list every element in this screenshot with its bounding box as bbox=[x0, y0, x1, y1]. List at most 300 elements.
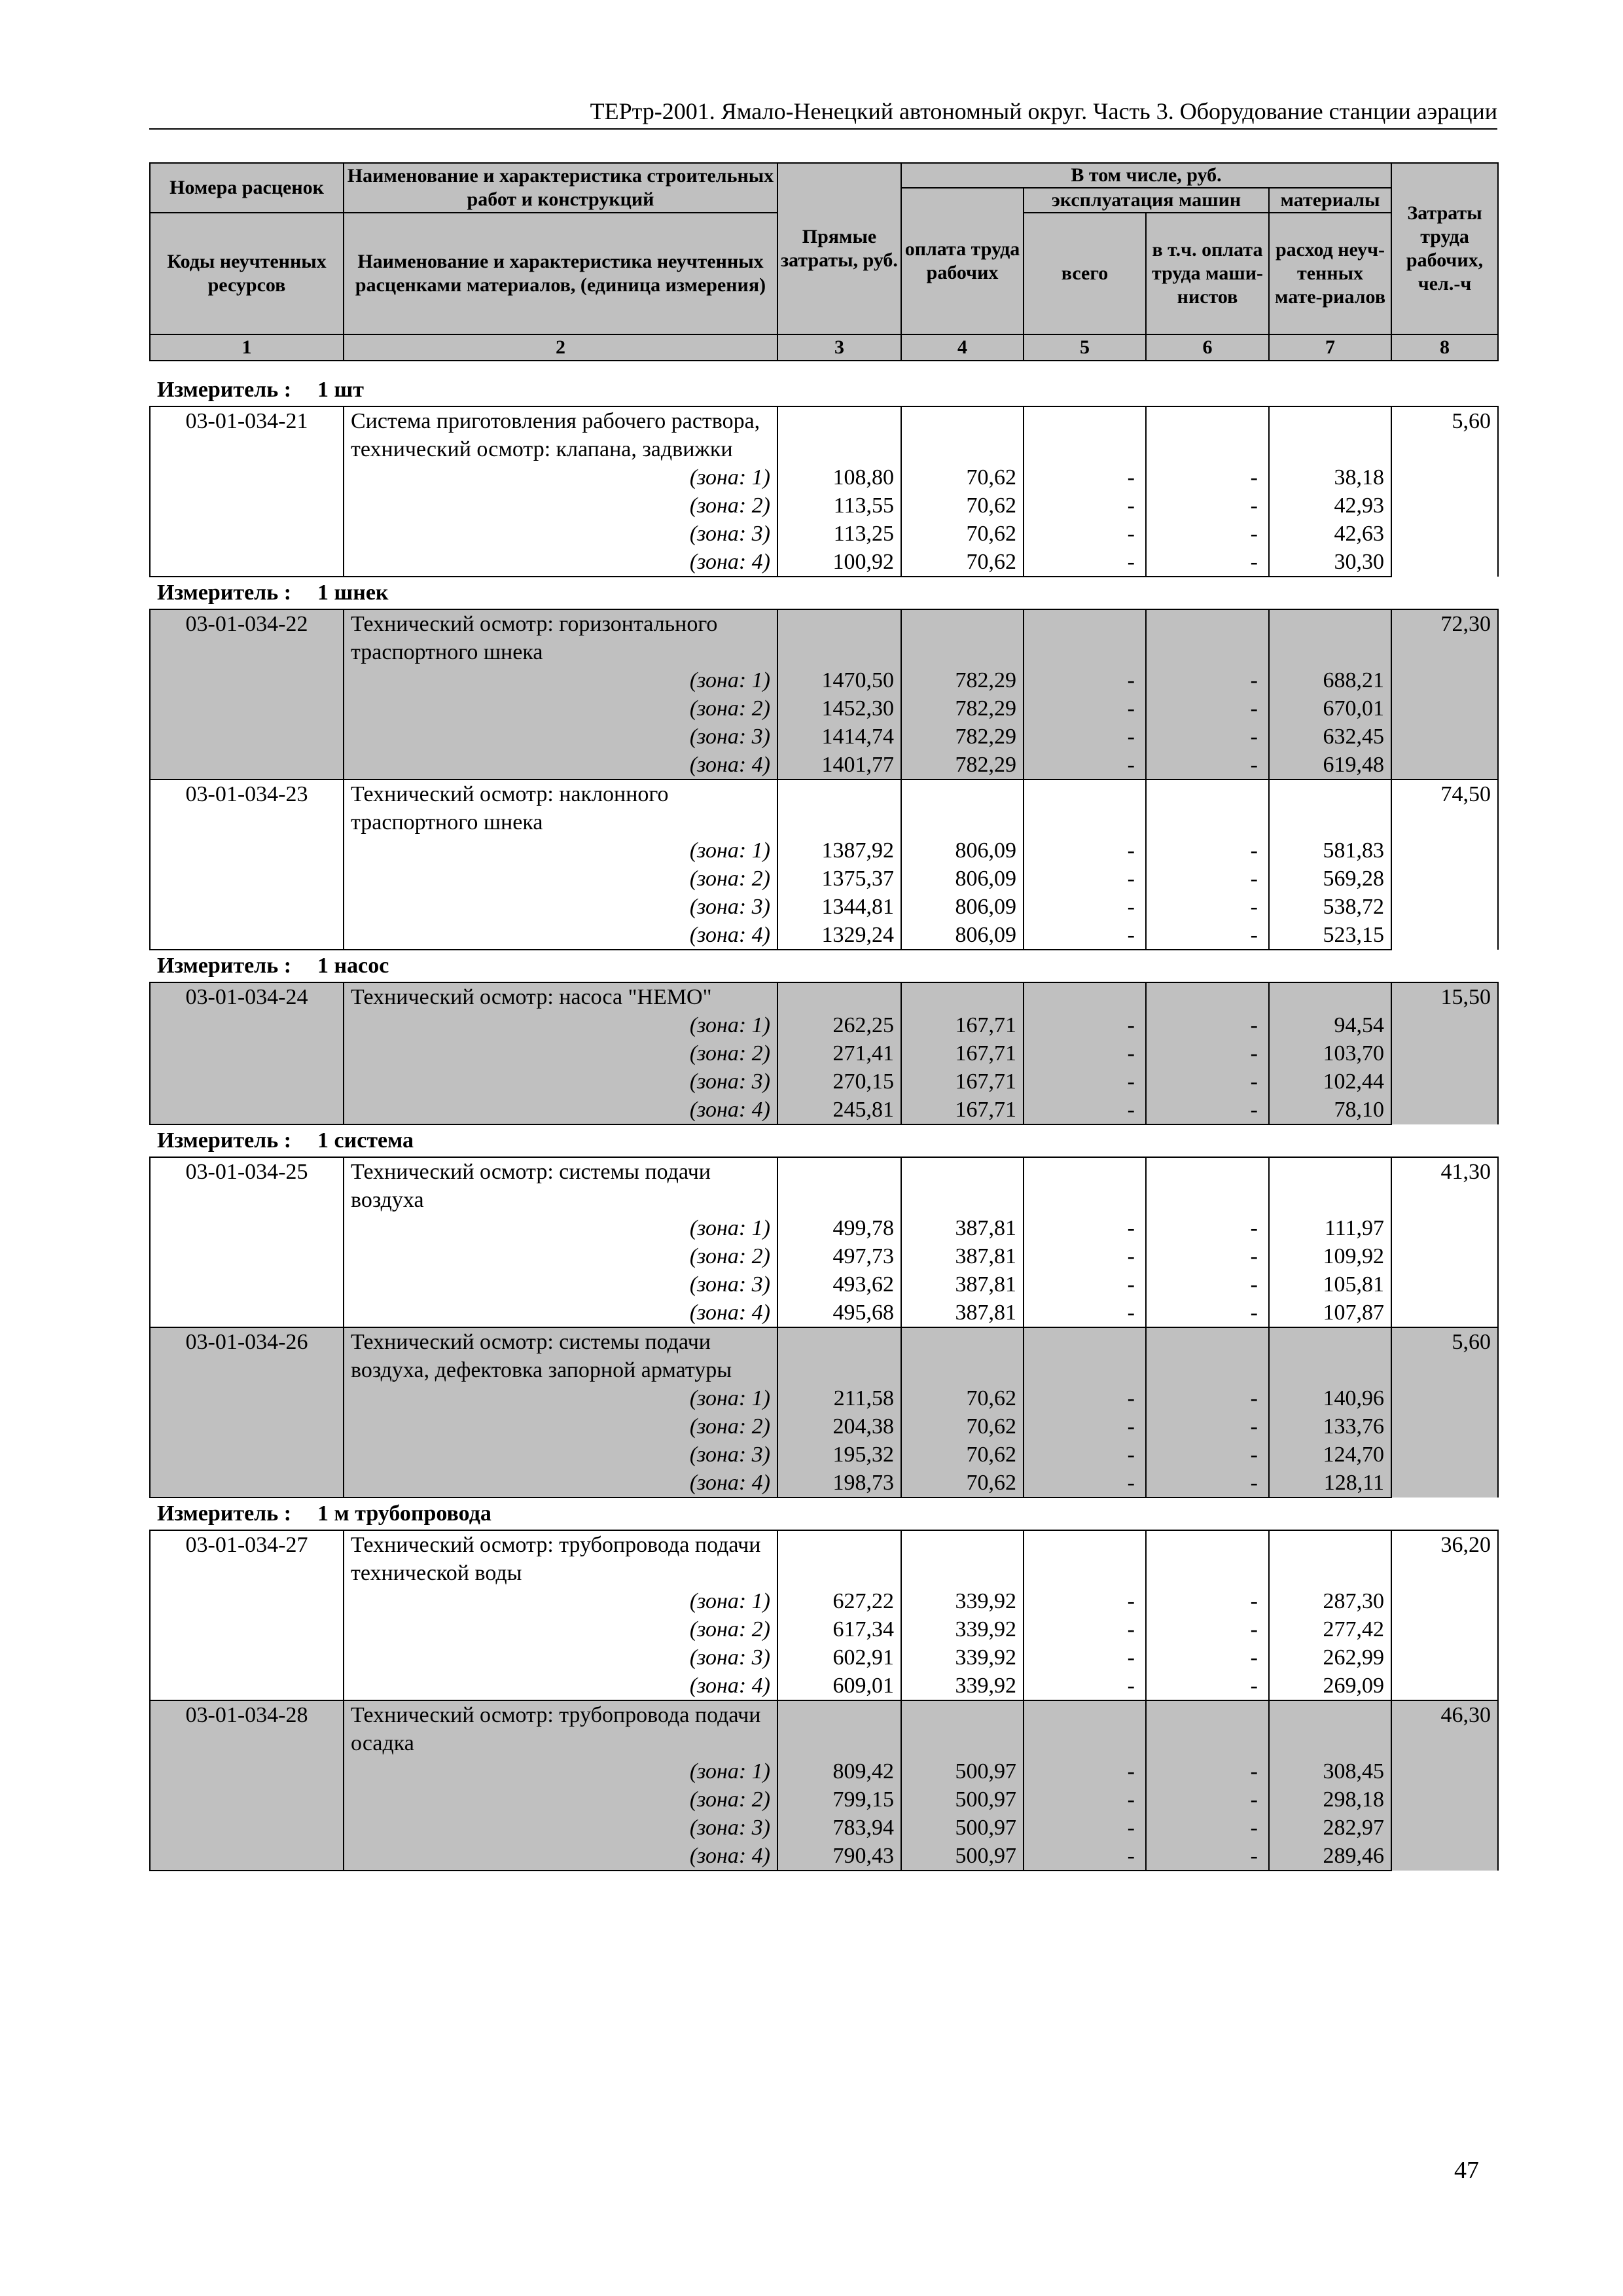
zone-label: (зона: 4) bbox=[344, 1469, 777, 1498]
empty-cell bbox=[150, 1384, 344, 1412]
machine-total: - bbox=[1024, 548, 1146, 577]
zone-label: (зона: 1) bbox=[344, 1587, 777, 1615]
direct-cost: 1452,30 bbox=[777, 694, 901, 723]
direct-cost: 262,25 bbox=[777, 1011, 901, 1039]
direct-cost: 1375,37 bbox=[777, 865, 901, 893]
rate-code: 03-01-034-27 bbox=[150, 1530, 344, 1587]
empty-cell bbox=[150, 1270, 344, 1299]
rate-row bbox=[150, 1530, 1498, 1587]
empty-cell bbox=[150, 520, 344, 548]
empty-cell bbox=[150, 1441, 344, 1469]
zone-row bbox=[150, 893, 1498, 921]
zone-row bbox=[150, 1643, 1498, 1672]
machine-total: - bbox=[1024, 865, 1146, 893]
worker-pay: 782,29 bbox=[901, 723, 1024, 751]
empty-cell bbox=[1146, 780, 1269, 836]
zone-row bbox=[150, 1067, 1498, 1096]
zone-label: (зона: 3) bbox=[344, 1270, 777, 1299]
worker-pay: 339,92 bbox=[901, 1587, 1024, 1615]
machine-total: - bbox=[1024, 492, 1146, 520]
direct-cost: 1401,77 bbox=[777, 751, 901, 780]
machinist-pay: - bbox=[1146, 1011, 1269, 1039]
direct-cost: 790,43 bbox=[777, 1842, 901, 1871]
measure-value: 1 система bbox=[317, 1128, 414, 1153]
zone-row bbox=[150, 1672, 1498, 1700]
direct-cost: 497,73 bbox=[777, 1242, 901, 1270]
header-num-2: 2 bbox=[344, 334, 777, 361]
materials-cost: 269,09 bbox=[1269, 1672, 1391, 1700]
machine-total: - bbox=[1024, 1643, 1146, 1672]
materials-cost: 42,63 bbox=[1269, 520, 1391, 548]
machine-total: - bbox=[1024, 1441, 1146, 1469]
zone-label: (зона: 3) bbox=[344, 1643, 777, 1672]
worker-pay: 500,97 bbox=[901, 1785, 1024, 1814]
machine-total: - bbox=[1024, 723, 1146, 751]
direct-cost: 195,32 bbox=[777, 1441, 901, 1469]
zone-row bbox=[150, 694, 1498, 723]
empty-cell bbox=[150, 1672, 344, 1700]
empty-cell bbox=[777, 406, 901, 463]
empty-cell bbox=[1024, 982, 1146, 1011]
direct-cost: 1414,74 bbox=[777, 723, 901, 751]
empty-cell bbox=[1269, 1530, 1391, 1587]
materials-cost: 277,42 bbox=[1269, 1615, 1391, 1643]
zone-row bbox=[150, 548, 1498, 577]
machine-total: - bbox=[1024, 921, 1146, 950]
empty-cell bbox=[1269, 1157, 1391, 1214]
materials-cost: 289,46 bbox=[1269, 1842, 1391, 1871]
machinist-pay: - bbox=[1146, 1384, 1269, 1412]
machinist-pay: - bbox=[1146, 1842, 1269, 1871]
zone-label: (зона: 1) bbox=[344, 1384, 777, 1412]
materials-cost: 111,97 bbox=[1269, 1214, 1391, 1242]
empty-cell bbox=[901, 1530, 1024, 1587]
zone-label: (зона: 4) bbox=[344, 1096, 777, 1124]
labor-cost: 46,30 bbox=[1391, 1700, 1498, 1871]
worker-pay: 387,81 bbox=[901, 1242, 1024, 1270]
empty-cell bbox=[1146, 1530, 1269, 1587]
machine-total: - bbox=[1024, 1672, 1146, 1700]
zone-label: (зона: 1) bbox=[344, 1011, 777, 1039]
empty-cell bbox=[150, 1096, 344, 1124]
empty-cell bbox=[150, 893, 344, 921]
zone-label: (зона: 3) bbox=[344, 1441, 777, 1469]
zone-label: (зона: 1) bbox=[344, 666, 777, 694]
empty-cell bbox=[777, 1157, 901, 1214]
measure-row bbox=[149, 1125, 1491, 1157]
zone-label: (зона: 2) bbox=[344, 1242, 777, 1270]
labor-cost: 15,50 bbox=[1391, 982, 1498, 1124]
machinist-pay: - bbox=[1146, 492, 1269, 520]
empty-cell bbox=[150, 1214, 344, 1242]
header-incl: В том числе, руб. bbox=[901, 163, 1391, 188]
worker-pay: 70,62 bbox=[901, 1384, 1024, 1412]
machine-total: - bbox=[1024, 893, 1146, 921]
machinist-pay: - bbox=[1146, 694, 1269, 723]
rate-name: Технический осмотр: системы подачи воздуха, дефектовка запорной арматуры bbox=[344, 1327, 777, 1384]
zone-row bbox=[150, 836, 1498, 865]
header-num-4: 4 bbox=[901, 334, 1024, 361]
machine-total: - bbox=[1024, 1587, 1146, 1615]
machinist-pay: - bbox=[1146, 1270, 1269, 1299]
materials-cost: 30,30 bbox=[1269, 548, 1391, 577]
header-num-5: 5 bbox=[1024, 334, 1146, 361]
worker-pay: 339,92 bbox=[901, 1672, 1024, 1700]
empty-cell bbox=[1269, 780, 1391, 836]
header-col1-bottom: Коды неучтенных ресурсов bbox=[150, 213, 344, 334]
zone-label: (зона: 1) bbox=[344, 1757, 777, 1785]
direct-cost: 1470,50 bbox=[777, 666, 901, 694]
empty-cell bbox=[150, 1587, 344, 1615]
empty-cell bbox=[150, 666, 344, 694]
direct-cost: 113,55 bbox=[777, 492, 901, 520]
measure-label: Измеритель : bbox=[157, 1501, 292, 1526]
materials-cost: 109,92 bbox=[1269, 1242, 1391, 1270]
direct-cost: 1329,24 bbox=[777, 921, 901, 950]
empty-cell bbox=[1024, 406, 1146, 463]
materials-cost: 632,45 bbox=[1269, 723, 1391, 751]
zone-label: (зона: 1) bbox=[344, 836, 777, 865]
machinist-pay: - bbox=[1146, 1643, 1269, 1672]
rates-table bbox=[149, 609, 1499, 950]
machinist-pay: - bbox=[1146, 1039, 1269, 1067]
zone-row bbox=[150, 1469, 1498, 1498]
materials-cost: 523,15 bbox=[1269, 921, 1391, 950]
direct-cost: 493,62 bbox=[777, 1270, 901, 1299]
zone-label: (зона: 2) bbox=[344, 1785, 777, 1814]
empty-cell bbox=[150, 694, 344, 723]
rate-name: Технический осмотр: трубопровода подачи технической воды bbox=[344, 1530, 777, 1587]
zone-row bbox=[150, 1412, 1498, 1441]
header-col5: всего bbox=[1024, 213, 1146, 334]
machinist-pay: - bbox=[1146, 1067, 1269, 1096]
empty-cell bbox=[150, 1067, 344, 1096]
worker-pay: 806,09 bbox=[901, 921, 1024, 950]
empty-cell bbox=[150, 1814, 344, 1842]
machine-total: - bbox=[1024, 1011, 1146, 1039]
worker-pay: 806,09 bbox=[901, 865, 1024, 893]
direct-cost: 627,22 bbox=[777, 1587, 901, 1615]
measure-row bbox=[149, 374, 1491, 406]
measure-label: Измеритель : bbox=[157, 581, 292, 605]
zone-label: (зона: 1) bbox=[344, 1214, 777, 1242]
worker-pay: 806,09 bbox=[901, 836, 1024, 865]
machinist-pay: - bbox=[1146, 1672, 1269, 1700]
rates-table bbox=[149, 1157, 1499, 1498]
empty-cell bbox=[150, 1299, 344, 1327]
direct-cost: 245,81 bbox=[777, 1096, 901, 1124]
machine-total: - bbox=[1024, 1067, 1146, 1096]
page-number: 47 bbox=[1454, 2157, 1479, 2184]
rate-row bbox=[150, 406, 1498, 463]
zone-label: (зона: 3) bbox=[344, 1814, 777, 1842]
machine-total: - bbox=[1024, 520, 1146, 548]
labor-cost: 74,50 bbox=[1391, 780, 1498, 950]
empty-cell bbox=[1269, 982, 1391, 1011]
direct-cost: 1387,92 bbox=[777, 836, 901, 865]
rate-code: 03-01-034-24 bbox=[150, 982, 344, 1011]
header-col7: расход неуч-тенных мате-риалов bbox=[1269, 213, 1391, 334]
empty-cell bbox=[150, 836, 344, 865]
direct-cost: 211,58 bbox=[777, 1384, 901, 1412]
labor-cost: 36,20 bbox=[1391, 1530, 1498, 1700]
materials-cost: 94,54 bbox=[1269, 1011, 1391, 1039]
empty-cell bbox=[1269, 406, 1391, 463]
empty-cell bbox=[150, 1757, 344, 1785]
empty-cell bbox=[150, 1643, 344, 1672]
empty-cell bbox=[1024, 1327, 1146, 1384]
direct-cost: 783,94 bbox=[777, 1814, 901, 1842]
machinist-pay: - bbox=[1146, 1299, 1269, 1327]
machinist-pay: - bbox=[1146, 865, 1269, 893]
machine-total: - bbox=[1024, 1842, 1146, 1871]
zone-row bbox=[150, 1242, 1498, 1270]
zone-label: (зона: 3) bbox=[344, 893, 777, 921]
zone-row bbox=[150, 1814, 1498, 1842]
materials-cost: 124,70 bbox=[1269, 1441, 1391, 1469]
empty-cell bbox=[150, 921, 344, 950]
materials-cost: 133,76 bbox=[1269, 1412, 1391, 1441]
machine-total: - bbox=[1024, 1096, 1146, 1124]
rates-table bbox=[149, 982, 1499, 1125]
empty-cell bbox=[1024, 1157, 1146, 1214]
materials-cost: 287,30 bbox=[1269, 1587, 1391, 1615]
worker-pay: 782,29 bbox=[901, 751, 1024, 780]
empty-cell bbox=[1269, 1700, 1391, 1757]
empty-cell bbox=[1146, 609, 1269, 666]
header-num-6: 6 bbox=[1146, 334, 1269, 361]
machinist-pay: - bbox=[1146, 1469, 1269, 1498]
machine-total: - bbox=[1024, 463, 1146, 492]
header-col3: Прямые затраты, руб. bbox=[777, 163, 901, 334]
machinist-pay: - bbox=[1146, 1785, 1269, 1814]
empty-cell bbox=[1146, 1700, 1269, 1757]
zone-row bbox=[150, 1587, 1498, 1615]
machinist-pay: - bbox=[1146, 666, 1269, 694]
empty-cell bbox=[150, 1011, 344, 1039]
measure-row bbox=[149, 577, 1491, 609]
zone-row bbox=[150, 1785, 1498, 1814]
worker-pay: 339,92 bbox=[901, 1643, 1024, 1672]
empty-cell bbox=[150, 1039, 344, 1067]
zone-label: (зона: 2) bbox=[344, 694, 777, 723]
zone-row bbox=[150, 723, 1498, 751]
worker-pay: 782,29 bbox=[901, 666, 1024, 694]
measure-row bbox=[149, 1498, 1491, 1530]
zone-row bbox=[150, 1384, 1498, 1412]
direct-cost: 100,92 bbox=[777, 548, 901, 577]
zone-row bbox=[150, 1842, 1498, 1871]
machinist-pay: - bbox=[1146, 1412, 1269, 1441]
empty-cell bbox=[901, 1700, 1024, 1757]
machine-total: - bbox=[1024, 666, 1146, 694]
zone-label: (зона: 4) bbox=[344, 1299, 777, 1327]
direct-cost: 1344,81 bbox=[777, 893, 901, 921]
machinist-pay: - bbox=[1146, 548, 1269, 577]
materials-cost: 105,81 bbox=[1269, 1270, 1391, 1299]
empty-cell bbox=[1146, 406, 1269, 463]
worker-pay: 70,62 bbox=[901, 1469, 1024, 1498]
empty-cell bbox=[1269, 609, 1391, 666]
labor-cost: 5,60 bbox=[1391, 406, 1498, 577]
zone-label: (зона: 2) bbox=[344, 865, 777, 893]
labor-cost: 5,60 bbox=[1391, 1327, 1498, 1498]
materials-cost: 107,87 bbox=[1269, 1299, 1391, 1327]
machine-total: - bbox=[1024, 694, 1146, 723]
materials-cost: 581,83 bbox=[1269, 836, 1391, 865]
empty-cell bbox=[150, 723, 344, 751]
zone-label: (зона: 4) bbox=[344, 751, 777, 780]
rate-code: 03-01-034-23 bbox=[150, 780, 344, 836]
direct-cost: 602,91 bbox=[777, 1643, 901, 1672]
empty-cell bbox=[777, 1700, 901, 1757]
measure-value: 1 шнек bbox=[317, 581, 389, 605]
machine-total: - bbox=[1024, 1039, 1146, 1067]
table-header bbox=[149, 162, 1499, 361]
worker-pay: 500,97 bbox=[901, 1757, 1024, 1785]
labor-cost: 72,30 bbox=[1391, 609, 1498, 780]
materials-cost: 78,10 bbox=[1269, 1096, 1391, 1124]
zone-row bbox=[150, 492, 1498, 520]
empty-cell bbox=[901, 982, 1024, 1011]
rate-name: Система приготовления рабочего раствора, технический осмотр: клапана, задвижки bbox=[344, 406, 777, 463]
machinist-pay: - bbox=[1146, 1441, 1269, 1469]
direct-cost: 809,42 bbox=[777, 1757, 901, 1785]
direct-cost: 609,01 bbox=[777, 1672, 901, 1700]
header-num-1: 1 bbox=[150, 334, 344, 361]
zone-label: (зона: 2) bbox=[344, 492, 777, 520]
zone-row bbox=[150, 1270, 1498, 1299]
worker-pay: 387,81 bbox=[901, 1214, 1024, 1242]
worker-pay: 70,62 bbox=[901, 463, 1024, 492]
worker-pay: 167,71 bbox=[901, 1096, 1024, 1124]
header-col4: оплата труда рабочих bbox=[901, 188, 1024, 334]
materials-cost: 688,21 bbox=[1269, 666, 1391, 694]
empty-cell bbox=[1146, 982, 1269, 1011]
rate-code: 03-01-034-28 bbox=[150, 1700, 344, 1757]
direct-cost: 495,68 bbox=[777, 1299, 901, 1327]
direct-cost: 270,15 bbox=[777, 1067, 901, 1096]
zone-label: (зона: 2) bbox=[344, 1412, 777, 1441]
machine-total: - bbox=[1024, 1299, 1146, 1327]
measure-label: Измеритель : bbox=[157, 1128, 292, 1153]
machine-total: - bbox=[1024, 836, 1146, 865]
machinist-pay: - bbox=[1146, 1242, 1269, 1270]
measure-label: Измеритель : bbox=[157, 954, 292, 978]
machine-total: - bbox=[1024, 1785, 1146, 1814]
worker-pay: 70,62 bbox=[901, 1412, 1024, 1441]
empty-cell bbox=[150, 1615, 344, 1643]
machine-total: - bbox=[1024, 1757, 1146, 1785]
zone-row bbox=[150, 1214, 1498, 1242]
materials-cost: 670,01 bbox=[1269, 694, 1391, 723]
page-header-title: ТЕРтр-2001. Ямало-Ненецкий автономный округ. Часть 3. Оборудование станции аэрации bbox=[149, 97, 1497, 130]
zone-row bbox=[150, 921, 1498, 950]
header-num-3: 3 bbox=[777, 334, 901, 361]
empty-cell bbox=[777, 1327, 901, 1384]
rate-code: 03-01-034-25 bbox=[150, 1157, 344, 1214]
worker-pay: 806,09 bbox=[901, 893, 1024, 921]
header-col1-top: Номера расценок bbox=[150, 163, 344, 213]
empty-cell bbox=[150, 1412, 344, 1441]
machine-total: - bbox=[1024, 751, 1146, 780]
measure-value: 1 м трубопровода bbox=[317, 1501, 491, 1526]
machine-total: - bbox=[1024, 1615, 1146, 1643]
empty-cell bbox=[901, 780, 1024, 836]
worker-pay: 387,81 bbox=[901, 1270, 1024, 1299]
machinist-pay: - bbox=[1146, 751, 1269, 780]
machine-total: - bbox=[1024, 1242, 1146, 1270]
direct-cost: 617,34 bbox=[777, 1615, 901, 1643]
machinist-pay: - bbox=[1146, 1214, 1269, 1242]
empty-cell bbox=[150, 751, 344, 780]
materials-cost: 103,70 bbox=[1269, 1039, 1391, 1067]
materials-cost: 298,18 bbox=[1269, 1785, 1391, 1814]
measure-value: 1 насос bbox=[317, 954, 389, 978]
rate-code: 03-01-034-26 bbox=[150, 1327, 344, 1384]
header-num-7: 7 bbox=[1269, 334, 1391, 361]
worker-pay: 500,97 bbox=[901, 1814, 1024, 1842]
rate-name: Технический осмотр: трубопровода подачи осадка bbox=[344, 1700, 777, 1757]
empty-cell bbox=[1024, 609, 1146, 666]
empty-cell bbox=[1024, 1530, 1146, 1587]
header-col2-bottom: Наименование и характеристика неучтенных расценками материалов, (единица измерения) bbox=[344, 213, 777, 334]
measure-row bbox=[149, 950, 1491, 982]
rate-name: Технический осмотр: наклонного траспортного шнека bbox=[344, 780, 777, 836]
header-materials: материалы bbox=[1269, 188, 1391, 213]
zone-row bbox=[150, 1615, 1498, 1643]
empty-cell bbox=[901, 406, 1024, 463]
direct-cost: 113,25 bbox=[777, 520, 901, 548]
machine-total: - bbox=[1024, 1469, 1146, 1498]
rate-name: Технический осмотр: горизонтального траспортного шнека bbox=[344, 609, 777, 666]
rate-row bbox=[150, 609, 1498, 666]
zone-row bbox=[150, 463, 1498, 492]
materials-cost: 538,72 bbox=[1269, 893, 1391, 921]
machine-total: - bbox=[1024, 1814, 1146, 1842]
zone-label: (зона: 3) bbox=[344, 520, 777, 548]
empty-cell bbox=[777, 982, 901, 1011]
machinist-pay: - bbox=[1146, 1615, 1269, 1643]
empty-cell bbox=[777, 609, 901, 666]
header-col2-top: Наименование и характеристика строительных работ и конструкций bbox=[344, 163, 777, 213]
empty-cell bbox=[1146, 1157, 1269, 1214]
empty-cell bbox=[1269, 1327, 1391, 1384]
machine-total: - bbox=[1024, 1214, 1146, 1242]
empty-cell bbox=[1146, 1327, 1269, 1384]
materials-cost: 42,93 bbox=[1269, 492, 1391, 520]
empty-cell bbox=[150, 1469, 344, 1498]
empty-cell bbox=[150, 1785, 344, 1814]
worker-pay: 70,62 bbox=[901, 548, 1024, 577]
worker-pay: 167,71 bbox=[901, 1011, 1024, 1039]
empty-cell bbox=[901, 1327, 1024, 1384]
empty-cell bbox=[150, 1242, 344, 1270]
header-num-8: 8 bbox=[1391, 334, 1498, 361]
direct-cost: 108,80 bbox=[777, 463, 901, 492]
empty-cell bbox=[1024, 780, 1146, 836]
empty-cell bbox=[150, 492, 344, 520]
direct-cost: 499,78 bbox=[777, 1214, 901, 1242]
materials-cost: 102,44 bbox=[1269, 1067, 1391, 1096]
rates-table bbox=[149, 406, 1499, 577]
header-col6: в т.ч. оплата труда маши-нистов bbox=[1146, 213, 1269, 334]
machinist-pay: - bbox=[1146, 520, 1269, 548]
machinist-pay: - bbox=[1146, 921, 1269, 950]
direct-cost: 204,38 bbox=[777, 1412, 901, 1441]
rates-body bbox=[149, 374, 1491, 1871]
zone-row bbox=[150, 1011, 1498, 1039]
